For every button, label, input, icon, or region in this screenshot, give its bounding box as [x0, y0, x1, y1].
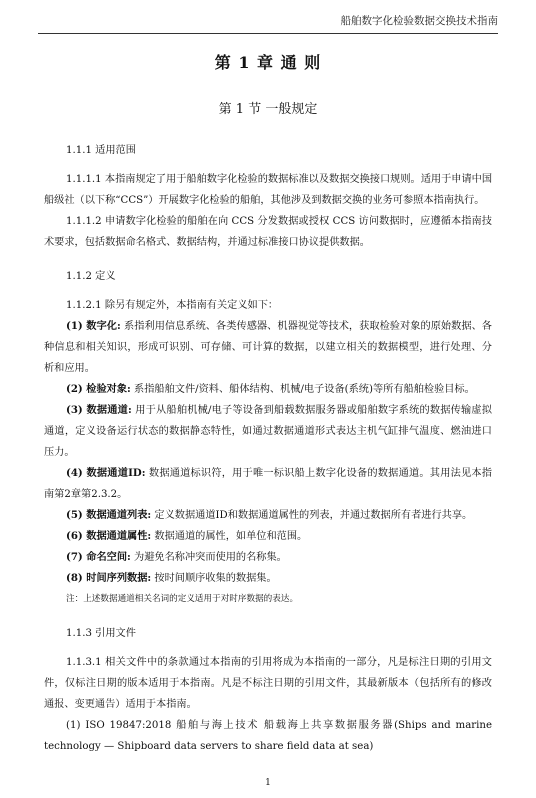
definition-term: (3) 数据通道: [66, 404, 132, 416]
body-content [44, 140, 492, 757]
heading-1-1-3: 1.1.3 引用文件 [66, 628, 136, 639]
definition-term: (1) 数字化: [66, 320, 121, 332]
page-number: 1 [265, 778, 271, 788]
paragraph-1-1-1-2: 1.1.1.2 申请数字化检验的船舶在向 CCS 分发数据或授权 CCS 访问数据时，应遵循本指南技术要求，包括数据命名格式、数据结构，并通过标准接口协议提供数据。 [44, 216, 492, 248]
definition-text: 定义数据通道ID和数据通道属性的列表，并通过数据所有者进行共享。 [151, 510, 473, 521]
definition-term: (6) 数据通道属性: [66, 530, 152, 542]
definition-item [44, 568, 492, 589]
definition-text: 系指船舶文件/资料、船体结构、机械/电子设备(系统)等所有船舶检验目标。 [130, 384, 475, 395]
reference-item: (1) ISO 19847:2018 船舶与海上技术 船载海上共享数据服务器(Ships and marine technology — Shipboard data servers to share field data at sea) [44, 720, 492, 752]
heading-1-1-2: 1.1.2 定义 [66, 271, 116, 282]
header-rule [38, 33, 498, 34]
definition-text: 用于从船舶机械/电子等设备到船载数据服务器或船舶数字系统的数据传输虚拟通道，定义设备运行状态的数据静态特性，如通过数据通道形式表达主机气缸排气温度、燃油进口压力。 [44, 405, 492, 458]
definition-text: 数据通道标识符，用于唯一标识船上数字化设备的数据通道。其用法见本指南第2章第2.3.2。 [44, 468, 492, 500]
definition-text: 系指利用信息系统、各类传感器、机器视觉等技术，获取检验对象的原始数据、各种信息和相关知识，形成可识别、可存储、可计算的数据，以建立相关的数据模型，进行处理、分析和应用。 [44, 321, 492, 374]
definition-item [44, 379, 492, 400]
definition-term: (2) 检验对象: [66, 383, 131, 395]
definition-item [44, 400, 492, 463]
paragraph-1-1-1-1: 1.1.1.1 本指南规定了用于船舶数字化检验的数据标准以及数据交换接口规则。适用于申请中国船级社（以下称“CCS”）开展数字化检验的船舶，其他涉及到数据交换的业务可参照本指南执行。 [44, 174, 493, 206]
definition-text: 按时间顺序收集的数据集。 [151, 573, 277, 584]
chapter-title: 第 1 章 通 则 [214, 53, 322, 72]
definition-note: 注：上述数据通道相关名词的定义适用于对时序数据的表达。 [66, 594, 299, 604]
running-header: 船舶数字化检验数据交换技术指南 [340, 15, 498, 27]
definition-text: 数据通道的属性，如单位和范围。 [151, 531, 308, 542]
definition-item [44, 316, 492, 379]
definition-item [44, 505, 492, 526]
section-title: 第 1 节 一般规定 [218, 102, 318, 117]
definition-term: (4) 数据通道ID: [66, 467, 146, 479]
definition-text: 为避免名称冲突而使用的名称集。 [130, 552, 287, 563]
definition-term: (7) 命名空间: [66, 551, 131, 563]
paragraph-1-1-3-1: 1.1.3.1 相关文件中的条款通过本指南的引用将成为本指南的一部分，凡是标注日期的引用文件，仅标注日期的版本适用于本指南。凡是不标注日期的引用文件，其最新版本（包括所有的修改通报、变更通告）适用于本指南。 [44, 657, 492, 710]
paragraph-1-1-2-1: 1.1.2.1 除另有规定外，本指南有关定义如下： [66, 300, 279, 311]
definition-item [44, 547, 492, 568]
definition-term: (5) 数据通道列表: [66, 509, 152, 521]
definition-item [44, 463, 492, 505]
heading-1-1-1: 1.1.1 适用范围 [66, 145, 136, 156]
definition-item [44, 526, 492, 547]
definition-term: (8) 时间序列数据: [66, 572, 152, 584]
